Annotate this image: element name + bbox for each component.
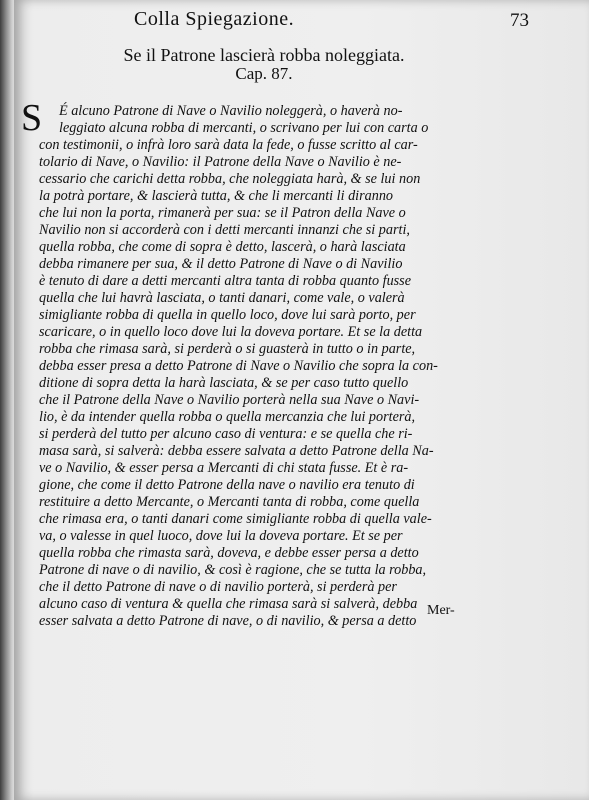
text-line: va, o valesse in quel luoco, dove lui la doveva portare. Et se per bbox=[39, 528, 403, 544]
text-line: la potrà portare, & lascierà tutta, & che li mercanti li diranno bbox=[39, 188, 394, 204]
text-line: che lui non la porta, rimanerà per sua: se il Patron della Nave o bbox=[39, 205, 406, 221]
text-line: scaricare, o in quello loco dove lui la doveva portare. Et se la detta bbox=[39, 324, 423, 340]
text-line: ditione di sopra detta la harà lasciata, & se per caso tutto quello bbox=[39, 375, 409, 391]
text-line: lio, è da intender quella robba o quella mercanzia che lui porterà, bbox=[39, 409, 416, 425]
text-line: quella robba che rimasta sarà, doveva, e debbe esser persa a detto bbox=[39, 545, 419, 561]
text-line: è tenuto di dare a detti mercanti altra tanta di robba quanto fusse bbox=[39, 273, 411, 289]
text-line: gione, che come il detto Patrone della nave o navilio era tenuto di bbox=[39, 477, 415, 493]
text-line: Navilio non si accorderà con i detti mercanti innanzi che si parti, bbox=[39, 222, 410, 238]
text-line: si perderà del tutto per alcuno caso di ventura: e se quella che ri- bbox=[39, 426, 413, 442]
text-line: Patrone di nave o di navilio, & così è ragione, che se tutta la robba, bbox=[39, 562, 427, 578]
chapter-number: Cap. 87. bbox=[235, 64, 293, 83]
text-line: esser salvata a detto Patrone di nave, o di navilio, & persa a detto bbox=[39, 613, 417, 629]
text-line: quella che lui havrà lasciata, o tanti danari, come vale, o valerà bbox=[39, 290, 405, 306]
text-line: quella robba, che come di sopra è detto, lascerà, o harà lasciata bbox=[39, 239, 406, 255]
text-line: con testimonii, o infrà loro sarà data la fede, o fusse scritto al car- bbox=[39, 137, 418, 153]
text-line: debba rimanere per sua, & il detto Patrone di Nave o di Navilio bbox=[39, 256, 403, 272]
text-line: che rimasa era, o tanti danari come simigliante robba di quella vale- bbox=[39, 511, 432, 527]
text-line: restituire a detto Mercante, o Mercanti tanta di robba, come quella bbox=[39, 494, 420, 510]
book-page bbox=[14, 0, 589, 800]
text-line: che il Patrone della Nave o Navilio porterà nella sua Nave o Navi- bbox=[39, 392, 420, 408]
text-line: alcuno caso di ventura & quella che rimasa sarà si salverà, debba bbox=[39, 596, 418, 612]
drop-cap: S bbox=[21, 97, 43, 139]
text-line: debba esser presa a detto Patrone di Nave o Navilio che sopra la con- bbox=[39, 358, 438, 374]
page-number: 73 bbox=[510, 10, 529, 31]
body-text bbox=[39, 103, 489, 630]
text-line: cessario che carichi detta robba, che noleggiata harà, & se lui non bbox=[39, 171, 421, 187]
text-line: É alcuno Patrone di Nave o Navilio noleggerà, o haverà no- bbox=[59, 103, 403, 119]
text-line: che il detto Patrone di nave o di navilio porterà, si perderà per bbox=[39, 579, 397, 595]
catchword: Mer- bbox=[427, 603, 455, 618]
text-line: leggiato alcuna robba di mercanti, o scrivano per lui con carta o bbox=[59, 120, 429, 136]
text-line: simigliante robba di quella in quello loco, dove lui sarà porto, per bbox=[39, 307, 416, 323]
text-line: tolario di Nave, o Navilio: il Patrone della Nave o Navilio è ne- bbox=[39, 154, 402, 170]
chapter-title: Se il Patrone lascierà robba noleggiata. bbox=[123, 45, 405, 65]
text-line: masa sarà, si salverà: debba essere salvata a detto Patrone della Na- bbox=[39, 443, 434, 459]
text-line: robba che rimasa sarà, si perderà o si guasterà in tutto o in parte, bbox=[39, 341, 416, 357]
text-line: ve o Navilio, & esser persa a Mercanti di chi stata fusse. Et è ra- bbox=[39, 460, 409, 476]
running-head: Colla Spiegazione. bbox=[134, 8, 295, 30]
